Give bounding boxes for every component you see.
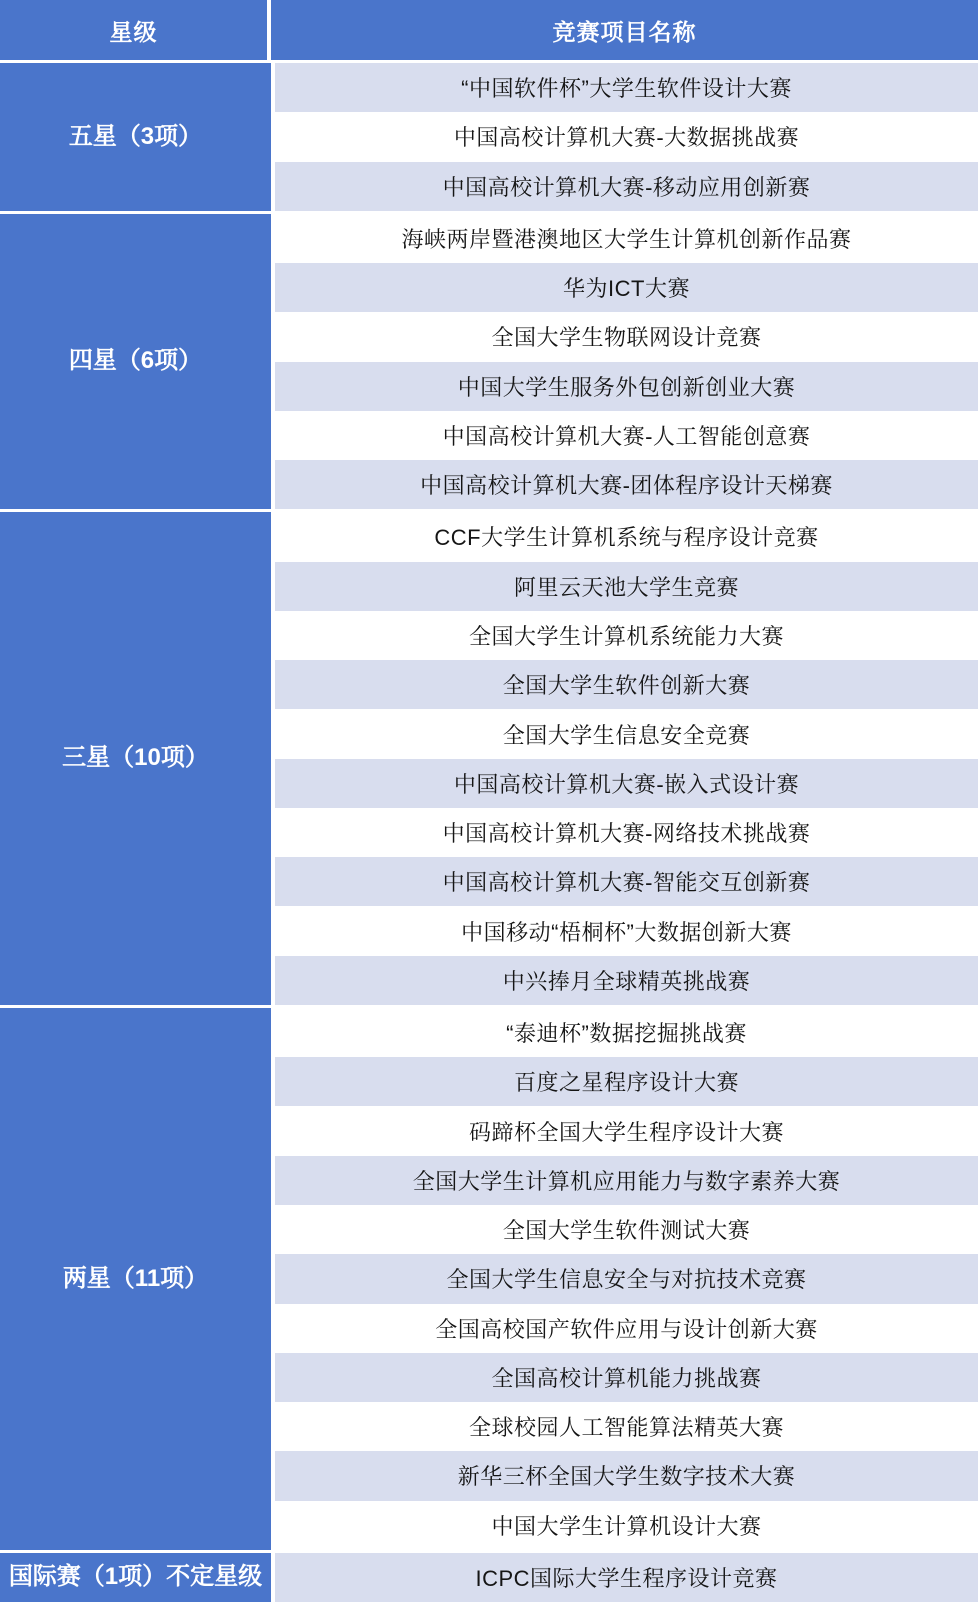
competition-row: 中兴捧月全球精英挑战赛 xyxy=(275,956,978,1005)
competition-row: 全国大学生软件测试大赛 xyxy=(275,1205,978,1254)
competition-row: 中国大学生服务外包创新创业大赛 xyxy=(275,362,978,411)
header-cell-competition-name: 竞赛项目名称 xyxy=(271,0,978,60)
competition-row: 中国高校计算机大赛-人工智能创意赛 xyxy=(275,411,978,460)
table-header-row xyxy=(0,0,978,60)
competition-row: 全国高校计算机能力挑战赛 xyxy=(275,1353,978,1402)
competition-row: 中国大学生计算机设计大赛 xyxy=(275,1501,978,1550)
section-rows xyxy=(275,214,978,510)
competition-row: 全国大学生信息安全竞赛 xyxy=(275,709,978,758)
competition-row: 全国大学生物联网设计竞赛 xyxy=(275,312,978,361)
section-label: 四星（6项） xyxy=(0,214,271,510)
section-rows xyxy=(275,1008,978,1550)
section-label: 三星（10项） xyxy=(0,512,271,1005)
star-section xyxy=(0,63,978,211)
competition-row: 中国高校计算机大赛-移动应用创新赛 xyxy=(275,162,978,211)
competition-row: 中国高校计算机大赛-网络技术挑战赛 xyxy=(275,808,978,857)
competition-row: 中国高校计算机大赛-大数据挑战赛 xyxy=(275,112,978,161)
competition-row: 中国移动“梧桐杯”大数据创新大赛 xyxy=(275,906,978,955)
competition-row: “中国软件杯”大学生软件设计大赛 xyxy=(275,63,978,112)
competition-row: 华为ICT大赛 xyxy=(275,263,978,312)
competition-row: “泰迪杯”数据挖掘挑战赛 xyxy=(275,1008,978,1057)
table-body xyxy=(0,63,978,1602)
competition-row: 中国高校计算机大赛-智能交互创新赛 xyxy=(275,857,978,906)
competition-row: 海峡两岸暨港澳地区大学生计算机创新作品赛 xyxy=(275,214,978,263)
competition-row: 新华三杯全国大学生数字技术大赛 xyxy=(275,1451,978,1500)
section-label: 五星（3项） xyxy=(0,63,271,211)
competition-row: 全国大学生软件创新大赛 xyxy=(275,660,978,709)
competition-row: 全国高校国产软件应用与设计创新大赛 xyxy=(275,1304,978,1353)
competition-row: 全球校园人工智能算法精英大赛 xyxy=(275,1402,978,1451)
section-label: 国际赛（1项）不定星级 xyxy=(0,1553,271,1602)
competition-row: 码蹄杯全国大学生程序设计大赛 xyxy=(275,1106,978,1155)
competition-row: 中国高校计算机大赛-嵌入式设计赛 xyxy=(275,759,978,808)
star-section xyxy=(0,1553,978,1602)
section-rows xyxy=(275,1553,978,1602)
competition-row: 阿里云天池大学生竞赛 xyxy=(275,562,978,611)
competition-row: CCF大学生计算机系统与程序设计竞赛 xyxy=(275,512,978,561)
star-section xyxy=(0,1008,978,1550)
competition-row: 百度之星程序设计大赛 xyxy=(275,1057,978,1106)
star-section xyxy=(0,512,978,1005)
competition-row: 全国大学生计算机应用能力与数字素养大赛 xyxy=(275,1156,978,1205)
competition-row: ICPC国际大学生程序设计竞赛 xyxy=(275,1553,978,1602)
competition-row: 全国大学生信息安全与对抗技术竞赛 xyxy=(275,1254,978,1303)
competition-row: 中国高校计算机大赛-团体程序设计天梯赛 xyxy=(275,460,978,509)
header-cell-star-level: 星级 xyxy=(0,0,267,60)
section-label: 两星（11项） xyxy=(0,1008,271,1550)
section-rows xyxy=(275,63,978,211)
section-rows xyxy=(275,512,978,1005)
star-section xyxy=(0,214,978,510)
competition-row: 全国大学生计算机系统能力大赛 xyxy=(275,611,978,660)
